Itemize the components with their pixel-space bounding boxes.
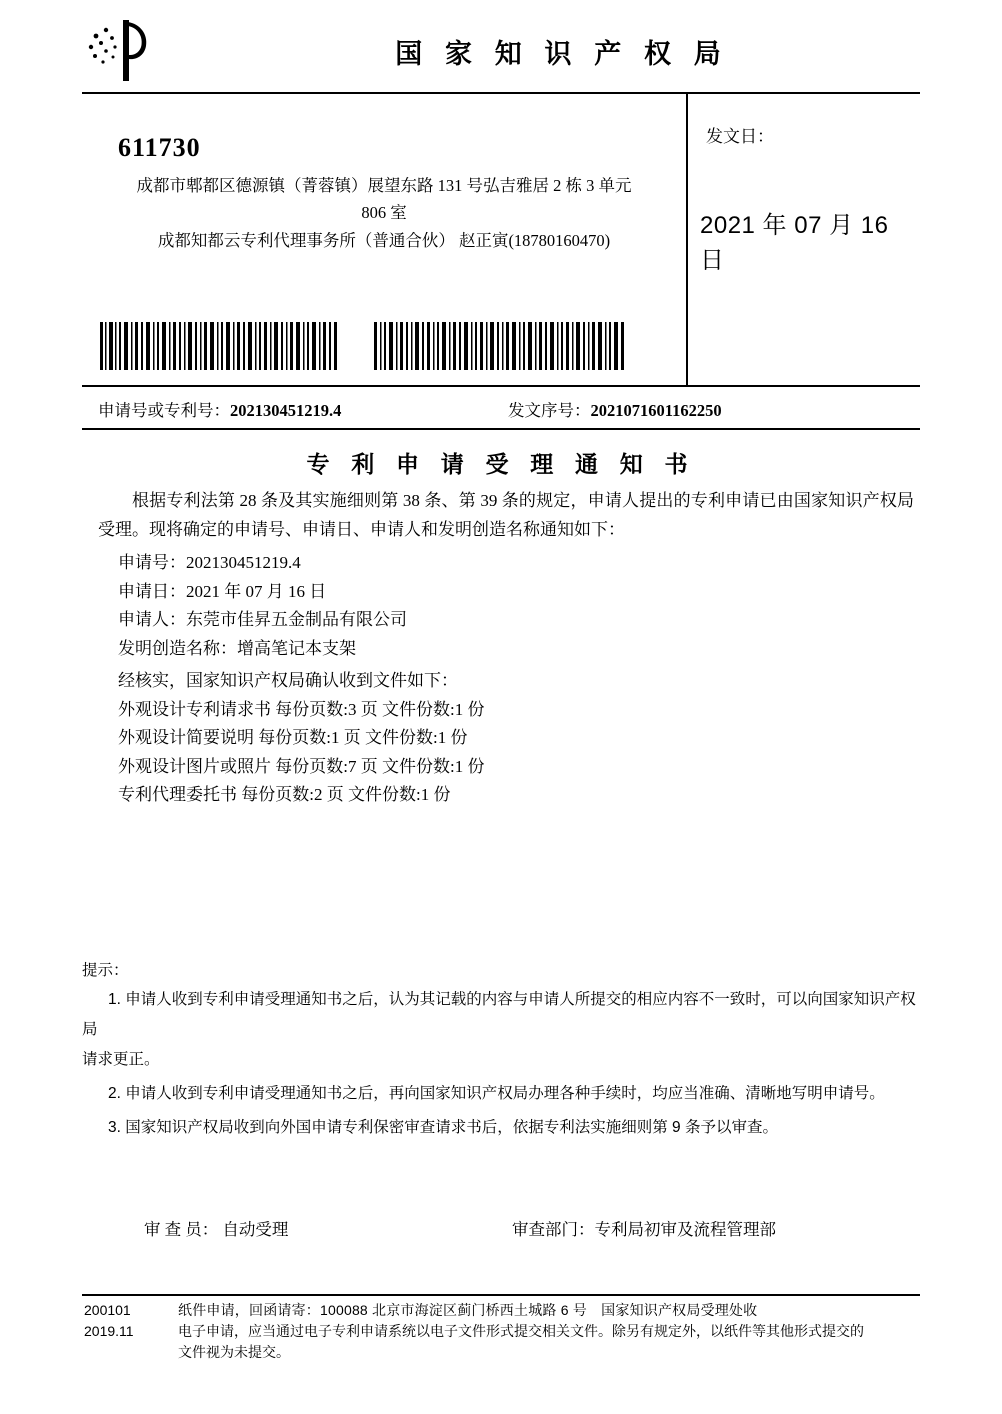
note-item-2-text: 2. 申请人收到专利申请受理通知书之后，再向国家知识产权局办理各种手续时，均应当准确、清晰地写明申请号。 — [108, 1085, 885, 1102]
document-header — [82, 18, 920, 90]
recipient-address-line-2: 806 室 — [361, 203, 407, 222]
recipient-agent: 成都知都云专利代理事务所（普通合伙） 赵正寅(18780160470) — [157, 231, 611, 250]
application-number-row — [98, 397, 341, 421]
application-number-value: 202130451219.4 — [230, 401, 342, 420]
page-title: 专 利 申 请 受 理 通 知 书 — [306, 452, 696, 477]
received-document-item: 外观设计专利请求书 每份页数:3 页 文件份数:1 份 — [118, 699, 485, 719]
received-document-item: 外观设计图片或照片 每份页数:7 页 文件份数:1 份 — [118, 756, 485, 776]
id-row-top-divider — [82, 385, 920, 387]
examiner-field — [144, 1216, 288, 1240]
barcode-application-number — [100, 322, 338, 370]
vertical-divider — [686, 92, 688, 385]
received-documents-intro: 经核实，国家知识产权局确认收到文件如下： — [118, 671, 458, 690]
note-item-2 — [82, 1079, 920, 1109]
note-item-1-text: 1. 申请人收到专利申请受理通知书之后，认为其记载的内容与申请人所提交的相应内容不一致时，可以向国家知识产权局 — [82, 991, 916, 1038]
header-divider — [82, 92, 920, 94]
footer-text — [178, 1300, 920, 1363]
issue-date-value: 2021 年 07 月 16 日 — [700, 212, 889, 274]
field-invention-title: 发明创造名称：增高笔记本支架 — [118, 638, 356, 658]
department-value: 专利局初审及流程管理部 — [594, 1220, 776, 1239]
application-fields — [118, 549, 898, 663]
note-item-1 — [82, 985, 920, 1075]
examiner-value: 自动受理 — [222, 1220, 289, 1239]
issue-date-label: 发文日： — [706, 127, 774, 146]
department-field — [512, 1216, 776, 1240]
serial-number-row — [508, 397, 722, 421]
application-number-label: 申请号或专利号： — [98, 401, 230, 420]
footer-code-2: 2019.11 — [84, 1323, 134, 1339]
barcode-serial-number — [374, 322, 626, 370]
examiner-label: 审 查 员： — [144, 1220, 219, 1239]
received-document-item: 专利代理委托书 每份页数:2 页 文件份数:1 份 — [118, 785, 451, 804]
organization-title: 国 家 知 识 产 权 局 — [395, 39, 729, 69]
footer-line-3: 文件视为未提交。 — [178, 1344, 290, 1360]
body-paragraph: 根据专利法第 28 条及其实施细则第 38 条、第 39 条的规定，申请人提出的专利申请已由国家知识产权局受理。现将确定的申请号、申请日、申请人和发明创造名称通知如下： — [98, 491, 914, 539]
footer-code-1: 200101 — [84, 1302, 131, 1318]
received-document-item: 外观设计简要说明 每份页数:1 页 文件份数:1 份 — [118, 728, 468, 747]
notes-label: 提示： — [82, 962, 129, 979]
field-application-date: 申请日：2021 年 07 月 16 日 — [118, 581, 327, 601]
department-label: 审查部门： — [512, 1220, 595, 1239]
received-documents — [118, 667, 898, 810]
recipient-address-line-1: 成都市郫都区德源镇（菁蓉镇）展望东路 131 号弘吉雅居 2 栋 3 单元 — [136, 176, 632, 195]
footer-codes — [84, 1300, 134, 1342]
note-item-1-continuation: 请求更正。 — [82, 1051, 160, 1068]
id-row-bottom-divider — [82, 428, 920, 430]
field-applicant: 申请人：东莞市佳昇五金制品有限公司 — [118, 610, 407, 629]
cnipa-logo-icon — [82, 18, 162, 84]
field-application-number: 申请号：202130451219.4 — [118, 553, 301, 572]
notes-list — [82, 985, 920, 1147]
recipient-address — [98, 172, 670, 226]
serial-number-value: 2021071601162250 — [590, 401, 722, 420]
footer-line-1: 纸件申请，回函请寄：100088 北京市海淀区蓟门桥西土城路 6 号 国家知识产权局受理处收 — [178, 1302, 758, 1318]
footer-line-2: 电子申请，应当通过电子专利申请系统以电子文件形式提交相关文件。除另有规定外，以纸件等其他形式提交的 — [178, 1323, 864, 1339]
footer-divider — [82, 1294, 920, 1296]
note-item-3 — [82, 1113, 920, 1143]
document-number: 611730 — [118, 133, 201, 162]
note-item-3-text: 3. 国家知识产权局收到向外国申请专利保密审查请求书后，依据专利法实施细则第 9 条予以审查。 — [108, 1119, 778, 1136]
serial-number-label: 发文序号： — [508, 401, 591, 420]
